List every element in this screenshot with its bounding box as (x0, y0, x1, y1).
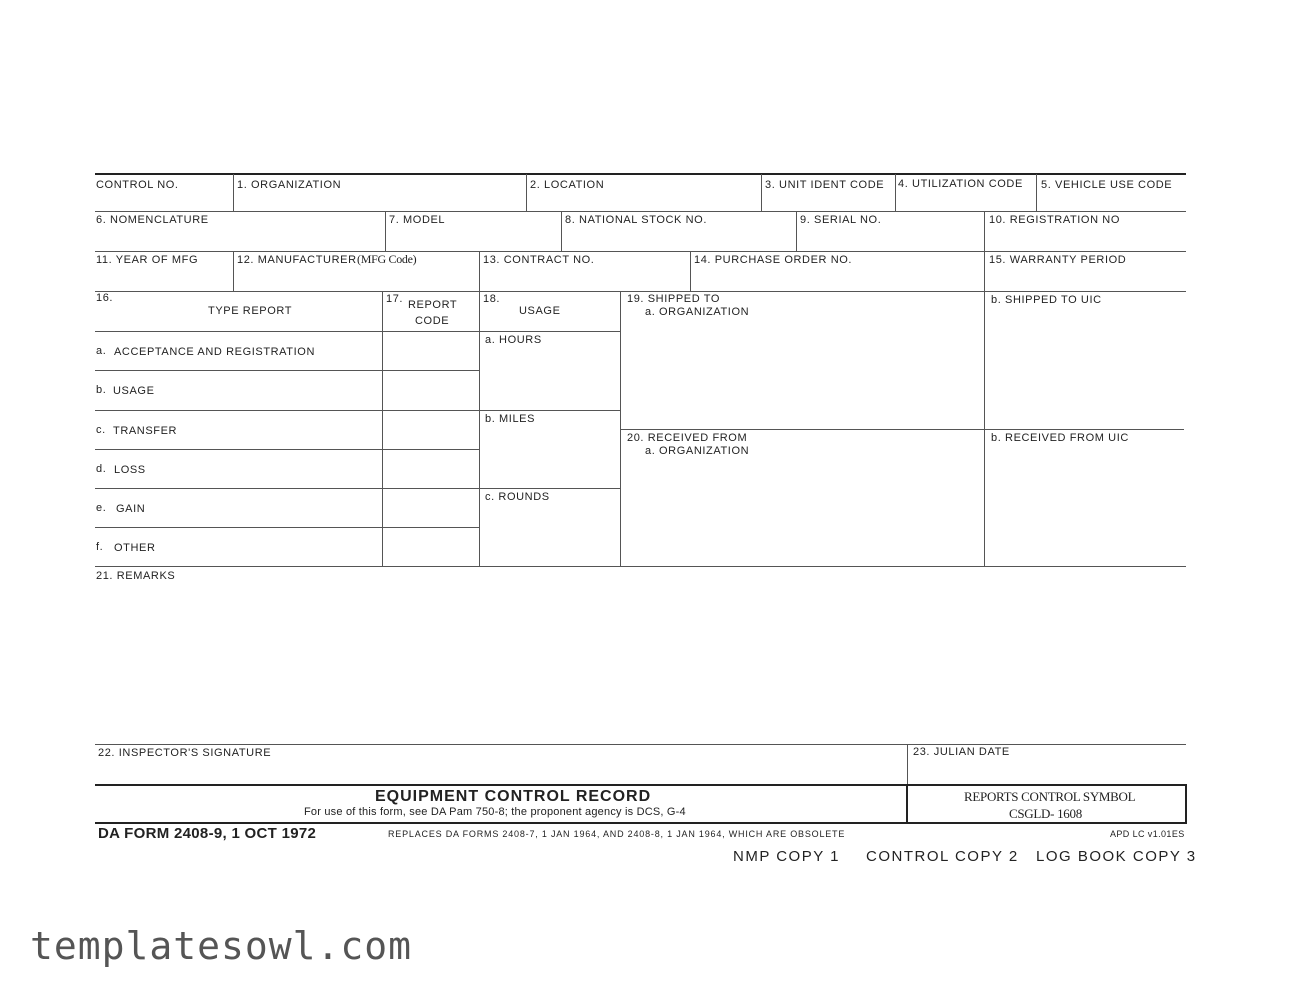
report-code-number: 17. (386, 293, 404, 305)
usage-title: USAGE (519, 305, 561, 317)
usage-hours-label: a. HOURS (485, 334, 542, 346)
received-from-label: 20. RECEIVED FROM (627, 432, 748, 444)
purchase-order-no-label: 14. PURCHASE ORDER NO. (694, 254, 853, 266)
reports-control-code: CSGLD- 1608 (1009, 806, 1082, 821)
log-book-copy-label: LOG BOOK COPY 3 (1036, 848, 1197, 865)
type-report-title: TYPE REPORT (208, 305, 293, 317)
shipped-to-label: 19. SHIPPED TO (627, 293, 720, 305)
form-title: EQUIPMENT CONTROL RECORD (375, 788, 652, 805)
mfg-code-label: (MFG Code) (357, 252, 417, 266)
location-label: 2. LOCATION (530, 179, 605, 191)
shipped-to-organization-label: a. ORGANIZATION (645, 306, 750, 318)
report-code-line1: REPORT (408, 299, 458, 311)
serial-no-label: 9. SERIAL NO. (800, 214, 882, 226)
type-report-number: 16. (96, 292, 114, 304)
national-stock-no-label: 8. NATIONAL STOCK NO. (565, 214, 707, 226)
type-report-loss: LOSS (114, 464, 146, 476)
replaces-note: REPLACES DA FORMS 2408-7, 1 JAN 1964, AND 2408-8, 1 JAN 1964, WHICH ARE OBSOLETE (388, 829, 846, 839)
type-report-acceptance: ACCEPTANCE AND REGISTRATION (114, 346, 315, 358)
version-label: APD LC v1.01ES (1110, 829, 1185, 839)
organization-label: 1. ORGANIZATION (237, 179, 342, 191)
reports-control-symbol: REPORTS CONTROL SYMBOL (964, 789, 1136, 804)
nmp-copy-label: NMP COPY 1 (733, 848, 840, 865)
type-report-letter-d: d. (96, 463, 107, 475)
warranty-period-label: 15. WARRANTY PERIOD (989, 254, 1127, 266)
watermark-text: templatesowl.com (30, 924, 413, 968)
usage-number: 18. (483, 293, 501, 305)
registration-no-label: 10. REGISTRATION NO (989, 214, 1120, 226)
control-no-label: CONTROL NO. (96, 179, 179, 191)
type-report-usage: USAGE (113, 385, 155, 397)
model-label: 7. MODEL (389, 214, 446, 226)
type-report-letter-f: f. (96, 541, 104, 553)
control-copy-label: CONTROL COPY 2 (866, 848, 1019, 865)
nomenclature-label: 6. NOMENCLATURE (96, 214, 209, 226)
usage-rounds-label: c. ROUNDS (485, 491, 550, 503)
unit-ident-code-label: 3. UNIT IDENT CODE (765, 179, 885, 191)
vehicle-use-code-label: 5. VEHICLE USE CODE (1041, 179, 1173, 191)
type-report-letter-c: c. (96, 424, 106, 436)
form-subtitle: For use of this form, see DA Pam 750-8; the proponent agency is DCS, G-4 (304, 806, 686, 818)
remarks-label: 21. REMARKS (96, 570, 176, 582)
julian-date-label: 23. JULIAN DATE (913, 746, 1010, 758)
manufacturer-label: 12. MANUFACTURER (237, 254, 357, 266)
form-number: DA FORM 2408-9, 1 OCT 1972 (98, 825, 317, 842)
type-report-letter-e: e. (96, 502, 107, 514)
type-report-other: OTHER (114, 542, 156, 554)
received-from-uic-label: b. RECEIVED FROM UIC (991, 432, 1129, 444)
type-report-transfer: TRANSFER (113, 425, 178, 437)
type-report-gain: GAIN (116, 503, 146, 515)
year-of-mfg-label: 11. YEAR OF MFG (96, 254, 199, 266)
contract-no-label: 13. CONTRACT NO. (483, 254, 595, 266)
report-code-line2: CODE (415, 315, 450, 327)
type-report-letter-a: a. (96, 345, 107, 357)
utilization-code-label: 4. UTILIZATION CODE (898, 178, 1023, 190)
type-report-letter-b: b. (96, 384, 107, 396)
received-from-organization-label: a. ORGANIZATION (645, 445, 750, 457)
inspector-signature-label: 22. INSPECTOR'S SIGNATURE (98, 747, 272, 759)
usage-miles-label: b. MILES (485, 413, 536, 425)
shipped-to-uic-label: b. SHIPPED TO UIC (991, 294, 1102, 306)
